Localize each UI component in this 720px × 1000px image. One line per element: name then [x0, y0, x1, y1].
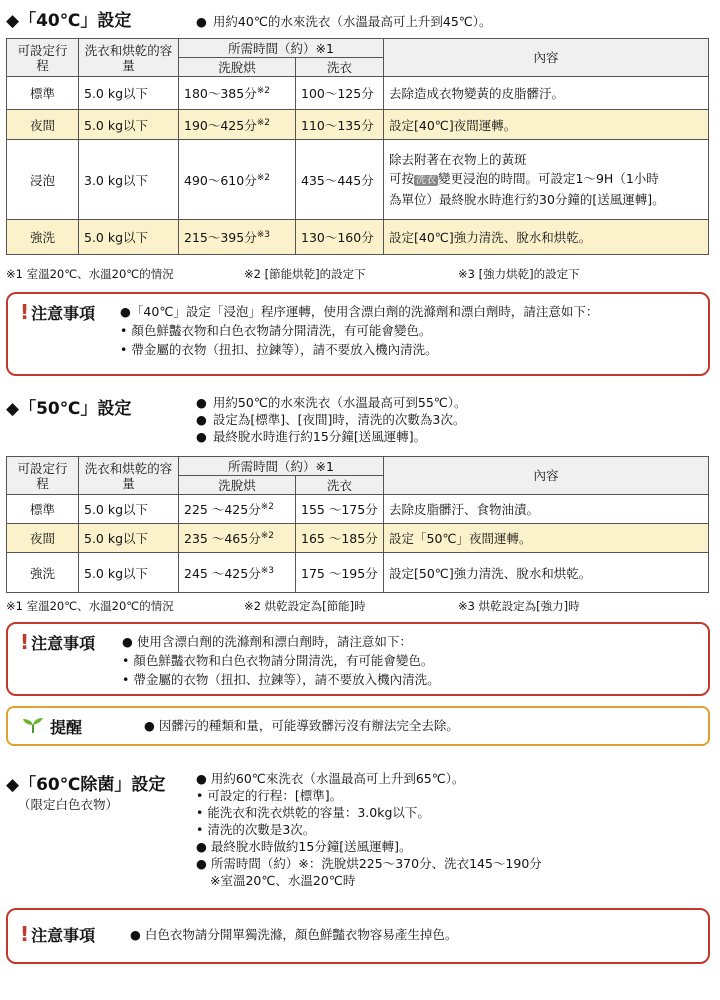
wash-cell: 110～135分: [296, 110, 384, 140]
header-content: 內容: [384, 457, 709, 495]
hint-box: [6, 706, 710, 746]
capacity-cell: 5.0 kg以下: [79, 495, 179, 524]
footnote-1: ※1 室溫20℃、水溫20℃的情況: [6, 599, 174, 613]
section-60-notes: ● 用約60℃來洗衣（水溫最高可上升到65℃）。 • 可設定的行程：[標準]。 • 能洗衣和洗衣烘乾的容量：3.0kg以下。 • 清洗的次數是3次。 ● 最終脫水時做約15分鐘[送風運轉]。 ● 所需時間（約）※：洗脫烘225～370分、洗衣145～190分 ※室溫20℃、水溫20℃時: [196, 771, 542, 888]
table-row: [7, 524, 709, 553]
footnote-3: ※3 [強力烘乾]的設定下: [458, 267, 580, 281]
header-course: 可設定行程: [7, 39, 79, 77]
footnote-2: ※2 烘乾設定為[節能]時: [244, 599, 366, 613]
header-content: 內容: [384, 39, 709, 77]
dry-cell: 235 ～465分$^{※2}$: [179, 524, 296, 553]
wash-cell: 100～125分: [296, 77, 384, 110]
content-cell: 設定[40℃]夜間運轉。: [384, 110, 709, 140]
dry-cell: 490～610分$^{※2}$: [179, 140, 296, 220]
section-40-title: ◆「40℃」設定: [6, 11, 132, 31]
caution-heading: ! 注意事項: [20, 630, 96, 654]
table-row: [7, 495, 709, 524]
caution-body: ● 白色衣物請分開單獨洗滌，顏色鮮豔衣物容易產生掉色。: [130, 927, 458, 942]
caution-heading: ! 注意事項: [20, 922, 96, 946]
exclamation-icon: !: [20, 630, 30, 654]
dry-cell: 180～385分$^{※2}$: [179, 77, 296, 110]
footnote-3: ※3 烘乾設定為[強力]時: [458, 599, 580, 613]
course-cell: 標準: [7, 77, 79, 110]
header-capacity: 洗衣和烘乾的容量: [79, 457, 179, 495]
content-cell: 設定[50℃]強力清洗、脫水和烘乾。: [384, 553, 709, 593]
course-cell: 標準: [7, 495, 79, 524]
section-40-note: ● 用約40℃的水來洗衣（水溫最高可上升到45℃）。: [196, 13, 492, 30]
hint-text: ● 因髒污的種類和量，可能導致髒污沒有辦法完全去除。: [144, 718, 459, 733]
content-cell: 去除皮脂髒汙、食物油漬。: [384, 495, 709, 524]
course-cell: 夜間: [7, 110, 79, 140]
course-cell: 浸泡: [7, 140, 79, 220]
footnote-2: ※2 [節能烘乾]的設定下: [244, 267, 366, 281]
header-wash: 洗衣: [296, 58, 384, 77]
hint-label: 提醒: [50, 718, 83, 737]
header-dry: 洗脫烘: [179, 476, 296, 495]
dry-cell: 225 ～425分$^{※2}$: [179, 495, 296, 524]
capacity-cell: 5.0 kg以下: [79, 77, 179, 110]
header-course: 可設定行程: [7, 457, 79, 495]
wash-cell: 155 ～175分: [296, 495, 384, 524]
table-40: [6, 38, 709, 255]
footnote-1: ※1 室溫20℃、水溫20℃的情況: [6, 267, 174, 281]
section-60-subtitle: （限定白色衣物）: [18, 797, 119, 812]
caution-body: ●「40℃」設定「浸泡」程序運轉，使用含漂白劑的洗滌劑和漂白劑時，請注意如下： • 顏色鮮豔衣物和白色衣物請分開清洗，有可能會變色。 • 帶金屬的衣物（扭扣、拉鍊等），請不要放入機內清洗。: [120, 304, 599, 357]
table-50: [6, 456, 709, 593]
table-row: [7, 77, 709, 110]
content-cell: 除去附著在衣物上的黃斑 可按 洗衣 變更浸泡的時間。可設定1～9H（1小時 為單位）最終脫水時進行約30分鐘的[送風運轉]。: [384, 140, 709, 220]
capacity-cell: 3.0 kg以下: [79, 140, 179, 220]
content-cell: 設定「50℃」夜間運轉。: [384, 524, 709, 553]
section-50-notes: ● 用約50℃的水來洗衣（水溫最高可到55℃）。 ● 設定為[標準]、[夜間]時，清洗的次數為3次。 ● 最終脫水時進行約15分鐘[送風運轉]。: [196, 394, 467, 445]
dry-cell: 190～425分$^{※2}$: [179, 110, 296, 140]
caution-box-40: [6, 292, 710, 376]
caution-box-60: [6, 908, 710, 964]
capacity-cell: 5.0 kg以下: [79, 220, 179, 255]
caution-heading: ! 注意事項: [20, 300, 96, 324]
table-row: [7, 220, 709, 255]
wash-cell: 435～445分: [296, 140, 384, 220]
section-50-title: ◆「50℃」設定: [6, 399, 132, 419]
wash-cell: 130～160分: [296, 220, 384, 255]
course-cell: 強洗: [7, 220, 79, 255]
header-time: 所需時間（約）※1: [179, 39, 384, 58]
course-cell: 夜間: [7, 524, 79, 553]
section-60-title: ◆「60℃除菌」設定: [6, 775, 166, 795]
content-cell: 設定[40℃]強力清洗、脫水和烘乾。: [384, 220, 709, 255]
header-wash: 洗衣: [296, 476, 384, 495]
wash-cell: 175 ～195分: [296, 553, 384, 593]
dry-cell: 245 ～425分$^{※3}$: [179, 553, 296, 593]
exclamation-icon: !: [20, 300, 30, 324]
header-time: 所需時間（約）※1: [179, 457, 384, 476]
course-cell: 強洗: [7, 553, 79, 593]
capacity-cell: 5.0 kg以下: [79, 110, 179, 140]
dry-cell: 215～395分$^{※3}$: [179, 220, 296, 255]
exclamation-icon: !: [20, 922, 30, 946]
wash-cell: 165 ～185分: [296, 524, 384, 553]
caution-box-50: [6, 622, 710, 696]
capacity-cell: 5.0 kg以下: [79, 524, 179, 553]
table-row: [7, 110, 709, 140]
header-dry: 洗脫烘: [179, 58, 296, 77]
wash-button-icon: 洗衣: [416, 175, 437, 186]
capacity-cell: 5.0 kg以下: [79, 553, 179, 593]
table-row: [7, 553, 709, 593]
caution-body: ● 使用含漂白劑的洗滌劑和漂白劑時，請注意如下： • 顏色鮮豔衣物和白色衣物請分開清洗，有可能會變色。 • 帶金屬的衣物（扭扣、拉鍊等），請不要放入機內清洗。: [122, 634, 440, 687]
header-capacity: 洗衣和烘乾的容量: [79, 39, 179, 77]
sprout-icon: [22, 717, 44, 733]
table-row: [7, 140, 709, 220]
content-cell: 去除造成衣物變黃的皮脂髒汙。: [384, 77, 709, 110]
